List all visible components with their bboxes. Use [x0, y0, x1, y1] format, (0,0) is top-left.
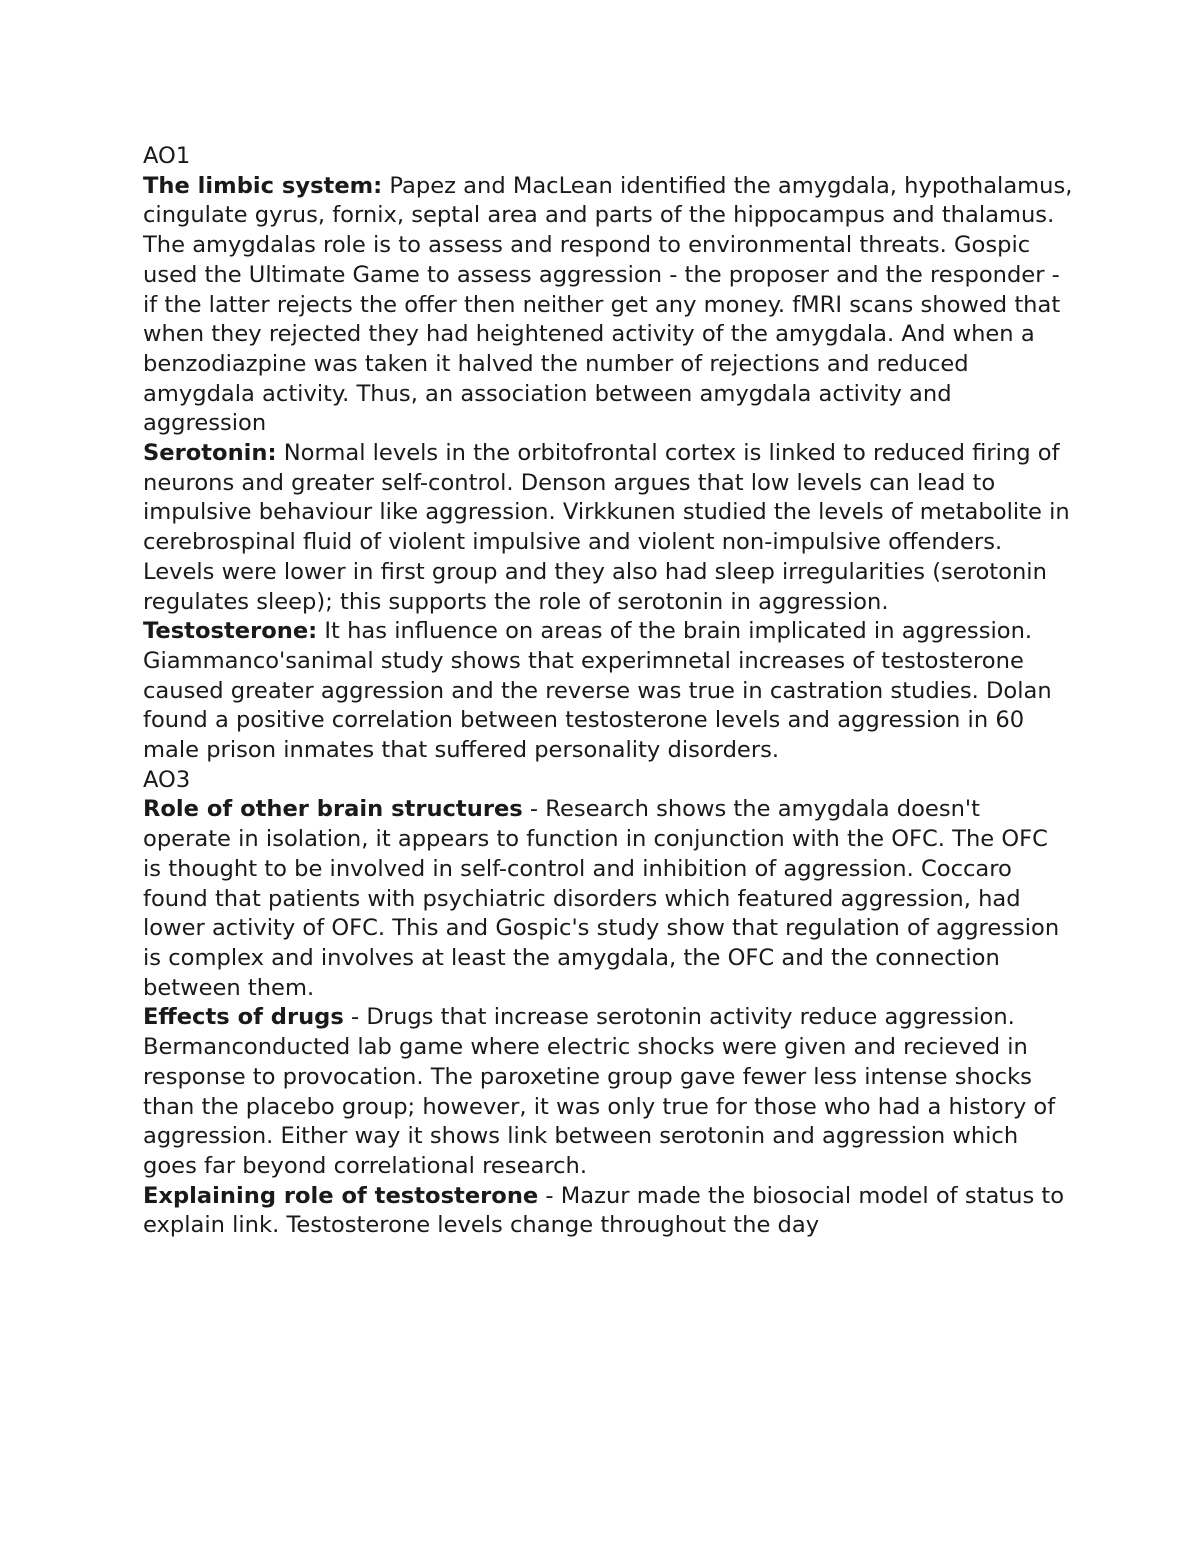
heading-serotonin: Serotonin:: [143, 440, 277, 467]
heading-testosterone: Testosterone:: [143, 618, 318, 645]
text-testosterone: It has influence on areas of the brain implicated in aggression. Giammanco'sanimal study shows that experimnetal increases of testosterone caused greater aggression and the reverse was true in castration studies. Dolan found a positive correlation between testosterone levels and aggression in 60 male prison inmates that suffered personality disorders.: [143, 618, 1052, 764]
text-limbic-system: Papez and MacLean identified the amygdala, hypothalamus, cingulate gyrus, fornix, septal area and parts of the hippocampus and thalamus. The amygdalas role is to assess and respond to environmental threats. Gospic used the Ultimate Game to assess aggression - the proposer and the responder - if the latter rejects the offer then neither get any money. fMRI scans showed that when they rejected they had heightened activity of the amygdala. And when a benzodiazpine was taken it halved the number of rejections and reduced amygdala activity. Thus, an association between amygdala activity and aggression: [143, 172, 1073, 437]
text-serotonin: Normal levels in the orbitofrontal cortex is linked to reduced firing of neurons and greater self-control. Denson argues that low levels can lead to impulsive behaviour like aggression. Virkkunen studied the levels of metabolite in cerebrospinal fluid of violent impulsive and violent non-impulsive offenders. Levels were lower in first group and they also had sleep irregularities (serotonin regulates sleep); this supports the role of serotonin in aggression.: [143, 440, 1070, 615]
document-body: [143, 142, 1073, 1241]
section-label-ao1: AO1: [143, 143, 191, 169]
heading-effects-of-drugs: Effects of drugs: [143, 1004, 344, 1031]
heading-limbic-system: The limbic system:: [143, 172, 383, 199]
section-label-ao3: AO3: [143, 766, 191, 793]
text-other-brain-structures: - Research shows the amygdala doesn't operate in isolation, it appears to function in conjunction with the OFC. The OFC is thought to be involved in self-control and inhibition of aggression. Coccaro found that patients with psychiatric disorders which featured aggression, had lower activity of OFC. This and Gospic's study show that regulation of aggression is complex and involves at least the amygdala, the OFC and the connection between them.: [143, 796, 1060, 1001]
paragraph-testosterone-role: [143, 1182, 1073, 1241]
paragraph-other-brain-structures: [143, 795, 1073, 1003]
text-effects-of-drugs: - Drugs that increase serotonin activity reduce aggression. Bermanconducted lab game where electric shocks were given and recieved in response to provocation. The paroxetine group gave fewer less intense shocks than the placebo group; however, it was only true for those who had a history of aggression. Either way it shows link between serotonin and aggression which goes far beyond correlational research.: [143, 1004, 1056, 1179]
paragraph-testosterone: [143, 617, 1073, 766]
heading-testosterone-role: Explaining role of testosterone: [143, 1182, 539, 1209]
text-testosterone-role: - Mazur made the biosocial model of status to explain link. Testosterone levels change throughout the day: [143, 1182, 1065, 1239]
paragraph-limbic-system: [143, 172, 1073, 439]
heading-other-brain-structures: Role of other brain structures: [143, 796, 523, 823]
paragraph-serotonin: [143, 439, 1073, 617]
paragraph-effects-of-drugs: [143, 1003, 1073, 1181]
